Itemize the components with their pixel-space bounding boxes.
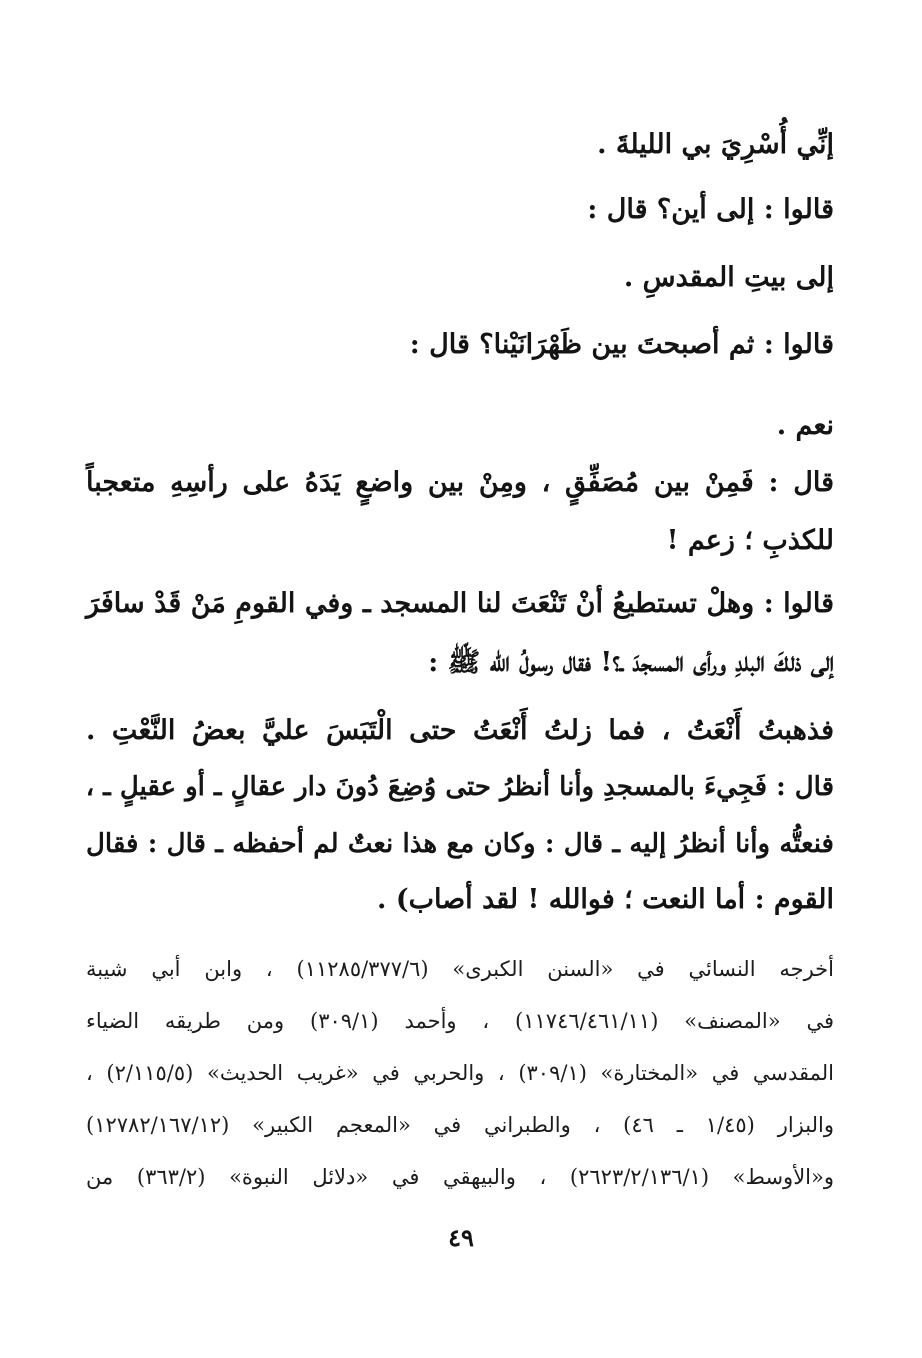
footnote-line-5: و«الأوسط» (٢٦٢٣/٢/١٣٦/١) ، والبيهقي في «دلائل النبوة» (٣٦٣/٢) من — [86, 1165, 834, 1189]
text-line-11: قال : فَجِيءَ بالمسجدِ وأنا أنظرُ حتى وُضِعَ دُونَ دار عقالٍ ـ أو عقيلٍ ـ ، — [85, 772, 834, 802]
text-line-5: نعم . — [776, 410, 834, 441]
text-line-3: إلى بيتِ المقدسِ . — [623, 262, 834, 293]
text-line-6: قال : فَمِنْ بين مُصَفِّقٍ ، ومِنْ بين واضعٍ يَدَهُ على رأسِهِ متعجباً — [86, 467, 834, 498]
page-number: ٤٩ — [448, 1223, 474, 1252]
text-line-10: فذهبتُ أَنْعَتُ ، فما زلتُ أَنْعَتُ حتى الْتَبَسَ عليَّ بعضُ النَّعْتِ . — [86, 715, 834, 746]
text-line-2: قالوا : إلى أين؟ قال : — [587, 194, 834, 225]
footnote-line-3: المقدسي في «المختارة» (٣٠٩/١) ، والحربي في «غريب الحديث» (٢/١١٥/٥) ، — [86, 1061, 834, 1085]
footnote-line-4: والبزار (١/٤٥ ـ ٤٦) ، والطبراني في «المعجم الكبير» (١٢٧٨٢/١٦٧/١٢) — [86, 1113, 834, 1137]
footnote-line-1: أخرجه النسائي في «السنن الكبرى» (١١٢٨٥/٣٧٧/٦) ، وابن أبي شيبة — [86, 957, 834, 981]
text-line-7: للكذبِ ؛ زعم ! — [666, 525, 834, 556]
text-line-13: القوم : أما النعت ؛ فوالله ! لقد أصاب) . — [377, 884, 834, 915]
footnote-line-2: في «المصنف» (١١٧٤٦/٤٦١/١١) ، وأحمد (٣٠٩/١) ومن طريقه الضياء — [86, 1009, 834, 1033]
text-line-1: إنِّي أُسْرِيَ بي الليلةَ . — [597, 129, 834, 160]
text-line-8: قالوا : وهلْ تستطيعُ أنْ تَنْعَتَ لنا المسجد ـ وفي القومِ مَنْ قَدْ سافَرَ — [86, 588, 834, 619]
text-line-9: إلى ذلكَ البلدِ ورأى المسجدَ ـ؟! فقال رسولُ الله ﷺ : — [428, 647, 834, 678]
text-line-12: فنعتُّه وأنا أنظرُ إليه ـ قال : وكان مع هذا نعتٌ لم أحفظه ـ قال : فقال — [86, 829, 834, 859]
text-line-4: قالوا : ثم أصبحتَ بين ظَهْرَانَيْنا؟ قال : — [409, 329, 834, 360]
